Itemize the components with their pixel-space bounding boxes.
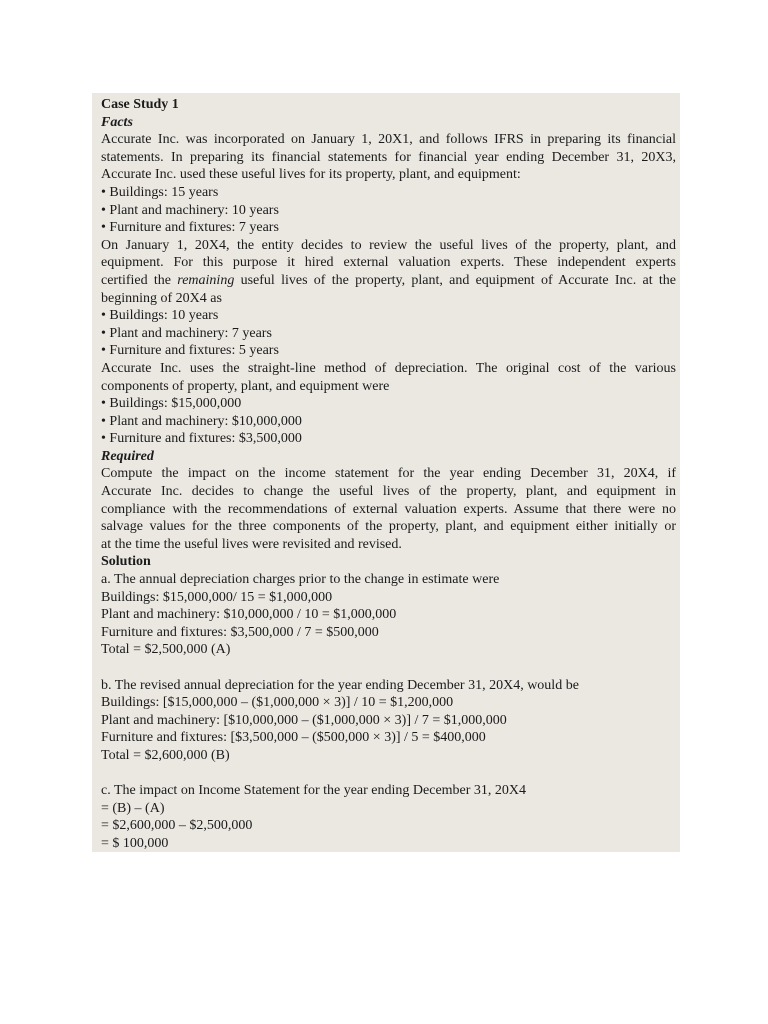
required-line: salvage values for the three components of the property, plant, and equipment either initially or bbox=[101, 519, 676, 535]
facts-text: useful lives of the property, plant, and equipment of Accurate Inc. at the bbox=[234, 272, 677, 288]
solution-b-line: Plant and machinery: [$10,000,000 – ($1,000,000 × 3)] / 7 = $1,000,000 bbox=[101, 712, 507, 728]
solution-b-line: Buildings: [$15,000,000 – ($1,000,000 × 3)] / 10 = $1,200,000 bbox=[101, 695, 454, 711]
solution-a-line: Plant and machinery: $10,000,000 / 10 = $1,000,000 bbox=[101, 607, 397, 623]
required-line: compliance with the recommendations of external valuation experts. Assume that there were no bbox=[101, 501, 676, 517]
solution-c-line: = $2,600,000 – $2,500,000 bbox=[101, 818, 253, 834]
remaining-emphasis: remaining bbox=[177, 272, 235, 288]
solution-b-line: b. The revised annual depreciation for the year ending December 31, 20X4, would be bbox=[101, 677, 579, 693]
solution-c-line: c. The impact on Income Statement for the year ending December 31, 20X4 bbox=[101, 783, 527, 799]
facts-line: Accurate Inc. was incorporated on January 1, 20X1, and follows IFRS in preparing its financial bbox=[101, 132, 676, 148]
useful-life-item: • Furniture and fixtures: 7 years bbox=[101, 220, 279, 236]
solution-b-line: Furniture and fixtures: [$3,500,000 – ($500,000 × 3)] / 5 = $400,000 bbox=[101, 730, 486, 746]
solution-c-line: = (B) – (A) bbox=[101, 800, 165, 816]
cost-item: • Furniture and fixtures: $3,500,000 bbox=[101, 431, 302, 447]
solution-a-line: Buildings: $15,000,000/ 15 = $1,000,000 bbox=[101, 589, 333, 605]
facts-line: beginning of 20X4 as bbox=[101, 290, 222, 306]
required-heading: Required bbox=[101, 448, 154, 464]
remaining-life-item: • Plant and machinery: 7 years bbox=[101, 325, 272, 341]
paragraph-gap bbox=[101, 659, 676, 677]
facts-heading: Facts bbox=[101, 114, 133, 130]
required-line: Accurate Inc. decides to change the useful lives of the property, plant, and equipment in bbox=[101, 484, 676, 500]
paragraph-gap bbox=[101, 765, 676, 783]
solution-a-line: Total = $2,500,000 (A) bbox=[101, 642, 231, 658]
facts-text: certified the bbox=[101, 272, 178, 288]
cost-item: • Plant and machinery: $10,000,000 bbox=[101, 413, 302, 429]
required-line: at the time the useful lives were revisited and revised. bbox=[101, 536, 402, 552]
facts-line: On January 1, 20X4, the entity decides to review the useful lives of the property, plant, and bbox=[101, 237, 676, 253]
solution-c-line: = $ 100,000 bbox=[101, 835, 169, 851]
cost-item: • Buildings: $15,000,000 bbox=[101, 396, 242, 412]
useful-life-item: • Plant and machinery: 10 years bbox=[101, 202, 279, 218]
facts-line: statements. In preparing its financial statements for financial year ending December 31, 20X3, bbox=[101, 149, 676, 165]
solution-a-line: a. The annual depreciation charges prior to the change in estimate were bbox=[101, 572, 500, 588]
facts-line bbox=[101, 272, 676, 290]
facts-line: equipment. For this purpose it hired external valuation experts. These independent experts bbox=[101, 255, 676, 271]
facts-line: Accurate Inc. used these useful lives for its property, plant, and equipment: bbox=[101, 167, 521, 183]
facts-line: components of property, plant, and equipment were bbox=[101, 378, 390, 394]
facts-line: Accurate Inc. uses the straight-line method of depreciation. The original cost of the various bbox=[101, 360, 676, 376]
case-study-document bbox=[92, 93, 680, 852]
solution-b-line: Total = $2,600,000 (B) bbox=[101, 747, 230, 763]
remaining-life-item: • Buildings: 10 years bbox=[101, 308, 219, 324]
solution-heading: Solution bbox=[101, 554, 151, 570]
required-line: Compute the impact on the income statement for the year ending December 31, 20X4, if bbox=[101, 466, 676, 482]
case-study-title: Case Study 1 bbox=[101, 97, 179, 112]
remaining-life-item: • Furniture and fixtures: 5 years bbox=[101, 343, 279, 359]
useful-life-item: • Buildings: 15 years bbox=[101, 184, 219, 200]
solution-a-line: Furniture and fixtures: $3,500,000 / 7 = $500,000 bbox=[101, 624, 379, 640]
